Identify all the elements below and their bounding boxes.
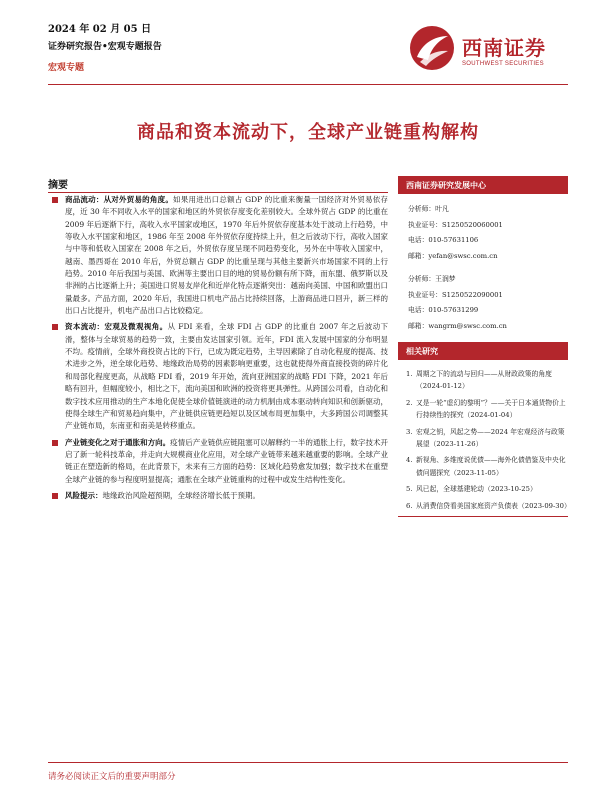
bullet-icon [52, 197, 58, 203]
related-item-number: 1. [406, 370, 413, 378]
related-item[interactable] [406, 426, 568, 451]
analyst-name: 分析师：王润梦 [408, 275, 456, 283]
analyst-name: 分析师：叶凡 [408, 205, 449, 213]
sidebar [398, 176, 571, 517]
related-item[interactable] [406, 454, 568, 479]
header-divider [48, 84, 568, 85]
analyst-email[interactable]: 邮箱：wangrm@swsc.com.cn [408, 321, 507, 330]
bullet-icon [52, 324, 58, 330]
analyst-list [398, 194, 568, 334]
related-item[interactable] [406, 500, 571, 512]
related-item-text: 风已起，全球基建轮动（2023-10-25） [416, 485, 537, 494]
paragraph-text: 从 FDI 来看，全球 FDI 占 GDP 的比重自 2007 年之后波动下滑，整体与全球贸易的趋势一致，主要由发达国家引领。近年，FDI 流入发展中国家的分布明显不均。疫情前，全球外商投资占比的下行，已成为既定趋势，主导因素除了自动化程度的提高、技术进步之外，逆全球化趋势、地缘政治局势的因素影响更重要，这也就使得外商直接投资的碎片化和局部化程度更高，从战略 FDI 看，2019 年开始，流向亚洲国家的战略 FDI 下降，2021 年后略有回升，但幅度较小，相比之下，流向美国和欧洲的投资将更具弹性。从跨国公司看，自动化和数字技术应用推动的生产本地化促使全球价值链演进的动力机制由成本驱动转向知识和创新驱动，使得全球生产和贸易趋向集中，产业链供应链更趋短以及区域布局更加集中，大多跨国公司调整其产业链布局，东南亚和南美是转移重点。 [65, 322, 389, 431]
research-team-heading: 西南证券研究发展中心 [398, 176, 568, 194]
related-item-text: 从消费信贷看美国家庭资产负债表（2023-09-30） [416, 501, 571, 510]
related-research-heading: 相关研究 [398, 342, 568, 360]
report-date: 2024 年 02 月 05 日 [48, 24, 152, 35]
analyst-card [408, 202, 568, 264]
related-item-text: 宏观之钥，风起之势——2024 年宏观经济与政策展望（2023-11-26） [416, 427, 565, 449]
footer-disclaimer: 请务必阅读正文后的重要声明部分 [48, 772, 176, 782]
abstract-heading: 摘要 [48, 180, 68, 191]
related-item-number: 6. [406, 501, 413, 510]
related-item-number: 4. [406, 456, 413, 465]
paragraph-text: 如果用进出口总额占 GDP 的比重来衡量一国经济对外贸易依存度，近 30 年不同收入水平的国家和地区的外贸依存度变化差别较大。全球外贸占 GDP 的比重在 2009 年后逐渐下行，高收入水平国家或地区，1970 年后外贸依存度基本处于波动上行趋势，中等收入水平国家和地区，1986 年至 2008 年外贸依存度持续上升，但之后波动下行，高收入国家与中等和低收入国家在 2008 年之后，外贸依存度呈现不同趋势变化，另外在中等收入国家中，越南、墨西哥在 2010 年后，外贸总额占 GDP 的比重呈现与其他主要新兴市场国家不同的上行趋势。2010 年后我国与美国、欧洲等主要出口目的地的贸易份额有所下降，而东盟、俄罗斯以及非洲的占比逐渐上升；美国进口贸易友岸化和近岸化特点逐渐突出：越南向美国、中国和欧盟出口量最多。产品方面，2020 年后，我国进口机电产品占比持续回落，上游商品进口回升，新三样的出口占比提升，机电产品出口占比较稳定。 [65, 195, 389, 316]
logo-name-cn: 西南证券 [462, 36, 546, 60]
logo-name-en: SOUTHWEST SECURITIES [462, 61, 544, 67]
paragraph-lead: 资本流动：宏观及微观视角。 [65, 322, 168, 332]
bullet-icon [52, 440, 58, 446]
related-item-text: 周期之下的流动与回归——从财政政策的角度（2024-01-12） [416, 370, 552, 391]
logo-mark-icon [408, 24, 456, 72]
analyst-license: 执业证号：S1250522090001 [408, 290, 503, 299]
abstract-body [48, 194, 388, 506]
analyst-card [408, 272, 568, 334]
related-item-text: 又是一轮“虚幻的黎明”？——关于日本通货物价上行持续性的探究（2024-01-04） [416, 398, 566, 420]
abstract-divider [48, 192, 388, 193]
related-item[interactable] [406, 483, 568, 495]
related-item-number: 2. [406, 398, 413, 407]
paragraph-lead: 产业链变化之对于通胀和方向。 [65, 437, 171, 447]
paragraph-lead: 商品流动：从对外贸易的角度。 [65, 195, 174, 204]
related-research-list [398, 360, 571, 512]
analyst-phone: 电话：010-57631106 [408, 236, 479, 244]
related-item-number: 5. [406, 485, 413, 494]
paragraph-text: 疫情后产业链供应链阻塞可以解释约一半的通胀上行，数字技术开启了新一轮科技革命，并走向大规模商业化应用，对全球产业链带来越来越重要的影响。全球产业链正在塑造新的格局，在此背景下，未来有三方面的趋势：区域化趋势愈发加强；数字技术在重塑全球产业链的参与程度明显提高；通胀在全球产业链重构的过程中或发生结构性变化。 [65, 437, 389, 484]
report-series: 宏观专题 [48, 63, 85, 73]
abstract-paragraph-goods [48, 194, 388, 317]
sidebar-divider [398, 516, 568, 517]
abstract-paragraph-chain [48, 437, 388, 486]
abstract-paragraph-risk [48, 490, 388, 502]
analyst-phone: 电话：010-57631299 [408, 306, 479, 314]
related-item[interactable] [406, 397, 568, 422]
page-title: 商品和资本流动下，全球产业链重构解构 [137, 122, 479, 143]
abstract-paragraph-capital [48, 321, 388, 432]
report-type: 证券研究报告•宏观专题报告 [48, 42, 162, 52]
company-logo [408, 24, 568, 76]
related-item-text: 新视角、多维度说优债——海外化债借鉴及中央化债问题探究（2023-11-05） [416, 456, 566, 477]
footer-divider [48, 762, 568, 763]
related-item[interactable] [406, 368, 568, 393]
analyst-license: 执业证号：S1250520060001 [408, 220, 503, 229]
paragraph-text: 地缘政治风险超预期，全球经济增长低于预期。 [102, 490, 260, 500]
bullet-icon [52, 493, 58, 499]
paragraph-lead: 风险提示： [65, 490, 103, 500]
related-item-number: 3. [406, 427, 413, 436]
analyst-email[interactable]: 邮箱：yefan@swsc.com.cn [408, 251, 498, 260]
